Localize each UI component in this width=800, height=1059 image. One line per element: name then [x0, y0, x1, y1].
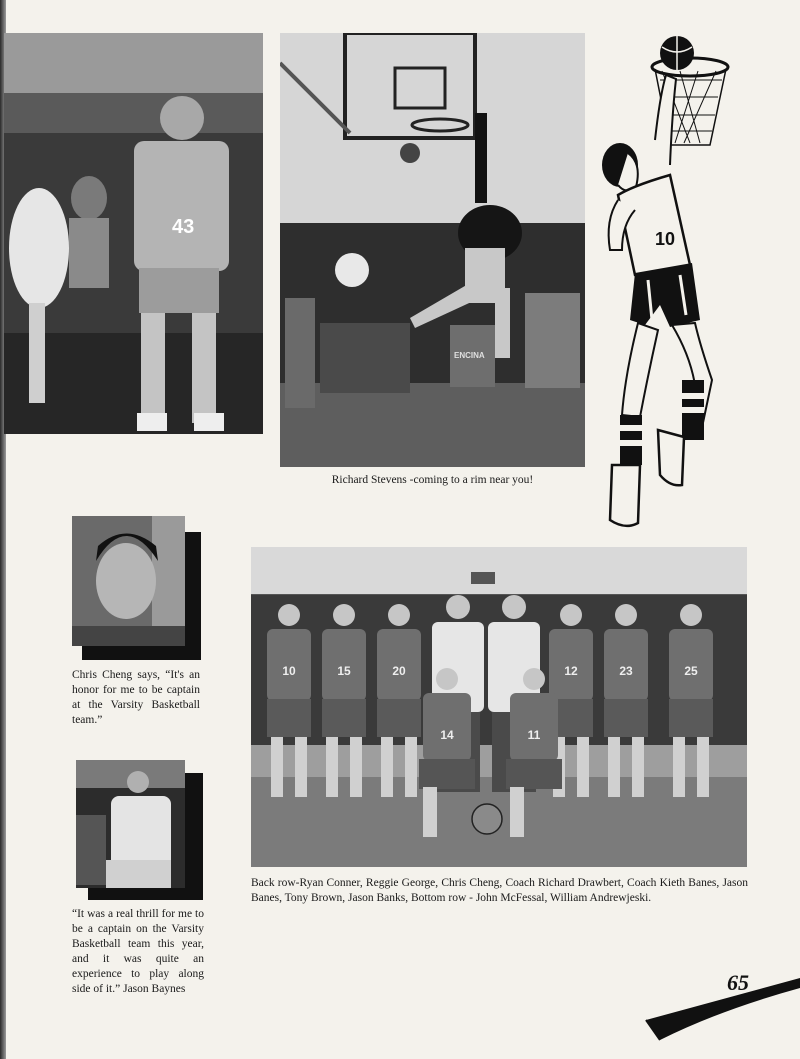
dunk-photo — [280, 33, 585, 467]
jersey-number: 10 — [282, 664, 296, 678]
basketball-icon — [472, 804, 502, 834]
illustration-jersey-number: 10 — [655, 229, 676, 249]
jersey-number: 20 — [392, 664, 406, 678]
team-photo-caption: Back row-Ryan Conner, Reggie George, Chris Cheng, Coach Richard Drawbert, Coach Kieth Banes, Jason Banes, Tony Brown, Jason Banks, Bottom row - John McFessal, William Andrewjeski. — [251, 877, 748, 904]
chris-cheng-quote: Chris Cheng says, “It's an honor for me to be captain at the Varsity Basketball team.” — [72, 669, 200, 726]
game-action-photo — [4, 33, 263, 434]
team-photo — [251, 547, 747, 867]
page-number: 65 — [727, 970, 749, 995]
jersey-number: 14 — [440, 728, 454, 742]
player-jersey-number: 43 — [172, 216, 195, 238]
jersey-number: 12 — [564, 664, 578, 678]
bin-label: ENCINA — [454, 351, 485, 360]
jason-baynes-quote: “It was a real thrill for me to be a captain on the Varsity Basketball team this year, and it was quite an experience to play along side of it.” Jason Baynes — [72, 908, 204, 995]
dunking-player-illustration — [600, 35, 735, 530]
chris-cheng-portrait — [72, 516, 185, 646]
jason-baynes-photo — [76, 760, 185, 888]
jersey-number: 15 — [337, 664, 351, 678]
jersey-number: 11 — [527, 728, 541, 742]
jersey-number: 23 — [619, 664, 633, 678]
page-number-swoosh — [640, 970, 800, 1050]
dunk-photo-caption: Richard Stevens -coming to a rim near you! — [331, 474, 534, 486]
jersey-number: 25 — [684, 664, 698, 678]
